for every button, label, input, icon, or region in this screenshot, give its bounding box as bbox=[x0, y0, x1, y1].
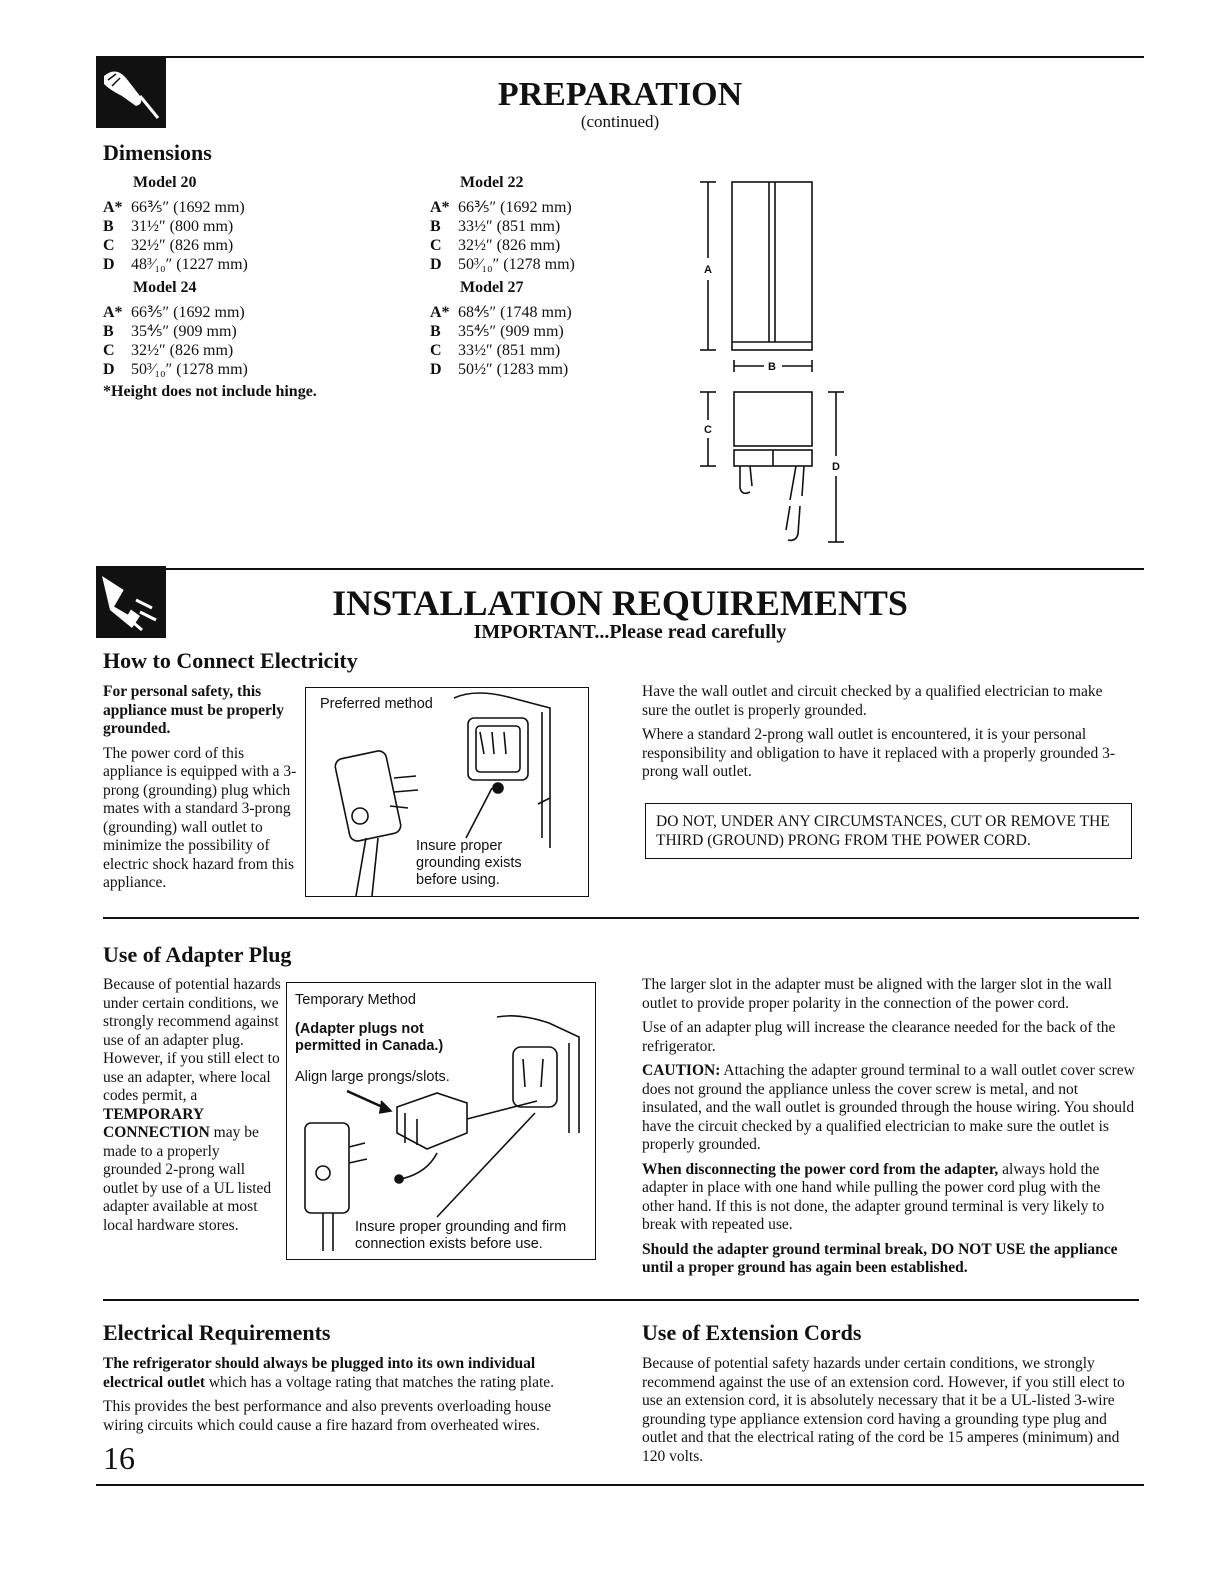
preferred-method-figure bbox=[305, 687, 589, 897]
install-rule bbox=[96, 568, 1144, 570]
dim-row: A* 68⅘″ (1748 mm) bbox=[430, 304, 572, 321]
plug-icon bbox=[96, 566, 166, 638]
model-24-table bbox=[103, 278, 383, 379]
adapter-plug-illustration bbox=[287, 983, 595, 1259]
check-outlet-text: Have the wall outlet and circuit checked by a qualified electrician to make sure the outlet is properly grounded. bbox=[642, 683, 1103, 719]
grounding-intro: For personal safety, this appliance must be properly grounded. bbox=[103, 683, 284, 737]
model-22-table bbox=[430, 173, 710, 274]
adapter-body-b: may be made to a properly grounded 2-prong wall outlet by use of a UL listed adapter available at most local hardware stores. bbox=[103, 1124, 272, 1234]
disconnect-paragraph bbox=[642, 1161, 1136, 1235]
canada-note: (Adapter plugs not permitted in Canada.) bbox=[295, 1021, 444, 1054]
electrical-p2: This provides the best performance and also prevents overloading house wiring circuits which could cause a fire hazard from overheated wires. bbox=[103, 1398, 552, 1434]
hand-tool-icon bbox=[96, 56, 166, 128]
adapter-body-a: Because of potential hazards under certain conditions, we strongly recommend against use of an adapter plug. However, if you still elect to use an adapter, where local codes permit, a bbox=[103, 976, 281, 1104]
ground-prong-warning: DO NOT, UNDER ANY CIRCUMSTANCES, CUT OR REMOVE THE THIRD (GROUND) PRONG FROM THE POWER CORD. bbox=[645, 803, 1132, 859]
two-prong-text: Where a standard 2-prong wall outlet is encountered, it is your personal responsibility and obligation to have it replaced with a properly grounded 3-prong wall outlet. bbox=[642, 726, 1116, 780]
electrical-p1 bbox=[103, 1355, 595, 1392]
caution-text: Attaching the adapter ground terminal to a wall outlet cover screw does not ground the appliance unless the cover screw is metal, and not insulated, and the wall outlet is grounded through the house wiring. You should have the circuit checked by a qualified electrician to make sure the outlet is properly grounded. bbox=[642, 1062, 1135, 1153]
adapter-right-text bbox=[642, 976, 1136, 1284]
dim-row: C 33½″ (851 mm) bbox=[430, 342, 561, 359]
adapter-left-text bbox=[103, 976, 281, 1235]
divider-2 bbox=[103, 1299, 1139, 1301]
connect-heading: How to Connect Electricity bbox=[103, 648, 358, 673]
electrical-heading: Electrical Requirements bbox=[103, 1320, 331, 1345]
dim-row: A* 66⅗″ (1692 mm) bbox=[103, 199, 245, 216]
figure-title: Temporary Method bbox=[295, 992, 416, 1008]
bottom-rule bbox=[96, 1484, 1144, 1486]
connect-right-text bbox=[642, 683, 1132, 788]
dim-label-c: C bbox=[704, 424, 712, 436]
important-note: IMPORTANT...Please read carefully bbox=[473, 621, 787, 643]
preparation-subtitle: (continued) bbox=[580, 112, 660, 131]
figure-caption: Insure proper grounding and firm connection exists before use. bbox=[355, 1219, 567, 1252]
connect-left-text bbox=[103, 683, 301, 899]
model-name: Model 27 bbox=[460, 279, 524, 296]
dim-row: B 35⅘″ (909 mm) bbox=[430, 323, 564, 340]
dim-label-b: B bbox=[768, 361, 776, 373]
temporary-connection: TEMPORARY CONNECTION bbox=[103, 1105, 210, 1141]
grounding-body: The power cord of this appliance is equipped with a 3-prong (grounding) plug which mates with a standard 3-prong (grounding) wall outlet to minimize the possibility of electric shock hazard from this appliance. bbox=[103, 744, 297, 891]
dim-label-a: A bbox=[704, 264, 712, 276]
clearance-text: Use of an adapter plug will increase the clearance needed for the back of the refrigerator. bbox=[642, 1019, 1116, 1055]
dim-row: D 50³⁄₁₀″ (1278 mm) bbox=[430, 256, 575, 273]
electrical-bold: The refrigerator should always be plugged into its own individual electrical outlet bbox=[103, 1355, 536, 1391]
divider-1 bbox=[103, 917, 1139, 919]
top-rule bbox=[96, 56, 1144, 58]
page-number: 16 bbox=[103, 1440, 135, 1476]
dim-row: B 33½″ (851 mm) bbox=[430, 218, 561, 235]
electrical-text bbox=[103, 1355, 595, 1441]
model-name: Model 24 bbox=[133, 279, 197, 296]
extension-text: Because of potential safety hazards under certain conditions, we strongly recommend against the use of an extension cord. However, if you still elect to use an extension cord, it is absolutely necessary that it be a UL-listed 3-wire grounding type appliance extension cord having a grounding type plug and outlet and that the electrical rating of the cord be 15 amperes (minimum) and 120 volts. bbox=[642, 1355, 1125, 1465]
model-27-table bbox=[430, 278, 710, 379]
model-20-table bbox=[103, 173, 383, 274]
dim-row: D 50½″ (1283 mm) bbox=[430, 361, 569, 378]
extension-heading: Use of Extension Cords bbox=[642, 1320, 862, 1345]
electrical-rest: which has a voltage rating that matches the rating plate. bbox=[208, 1373, 555, 1391]
figure-caption: Insure proper grounding exists before using. bbox=[416, 838, 522, 888]
dim-row: B 31½″ (800 mm) bbox=[103, 218, 234, 235]
adapter-heading: Use of Adapter Plug bbox=[103, 942, 292, 967]
figure-title: Preferred method bbox=[320, 696, 433, 712]
height-footnote: *Height does not include hinge. bbox=[103, 383, 317, 400]
temporary-method-figure bbox=[286, 982, 596, 1260]
refrigerator-dimension-diagram bbox=[690, 170, 870, 555]
caution-label: CAUTION: bbox=[642, 1062, 721, 1079]
ground-terminal-warning: Should the adapter ground terminal break, DO NOT USE the appliance until a proper ground has again been established. bbox=[642, 1240, 1118, 1276]
dim-row: A* 66⅗″ (1692 mm) bbox=[430, 199, 572, 216]
dim-row: C 32½″ (826 mm) bbox=[430, 237, 561, 254]
dim-row: D 48³⁄₁₀″ (1227 mm) bbox=[103, 256, 248, 273]
dimensions-heading: Dimensions bbox=[103, 140, 212, 165]
polarity-text: The larger slot in the adapter must be aligned with the larger slot in the wall outlet to provide proper polarity in the connection of the power cord. bbox=[642, 976, 1112, 1012]
disconnect-text: always hold the adapter in place with one hand while pulling the power cord plug with the other hand. If this is not done, the adapter ground terminal is very likely to break with repeated use. bbox=[642, 1160, 1105, 1233]
caution-paragraph bbox=[642, 1062, 1136, 1155]
dim-row: C 32½″ (826 mm) bbox=[103, 342, 234, 359]
dim-label-d: D bbox=[832, 461, 840, 473]
dim-row: C 32½″ (826 mm) bbox=[103, 237, 234, 254]
installation-title: INSTALLATION REQUIREMENTS bbox=[332, 583, 908, 623]
model-name: Model 20 bbox=[133, 174, 197, 191]
dim-row: B 35⅘″ (909 mm) bbox=[103, 323, 237, 340]
disconnect-bold: When disconnecting the power cord from the adapter, bbox=[642, 1160, 999, 1178]
dim-row: D 50³⁄₁₀″ (1278 mm) bbox=[103, 361, 248, 378]
model-name: Model 22 bbox=[460, 174, 524, 191]
dim-row: A* 66⅗″ (1692 mm) bbox=[103, 304, 245, 321]
preparation-title: PREPARATION bbox=[497, 76, 743, 113]
align-note: Align large prongs/slots. bbox=[295, 1069, 450, 1085]
